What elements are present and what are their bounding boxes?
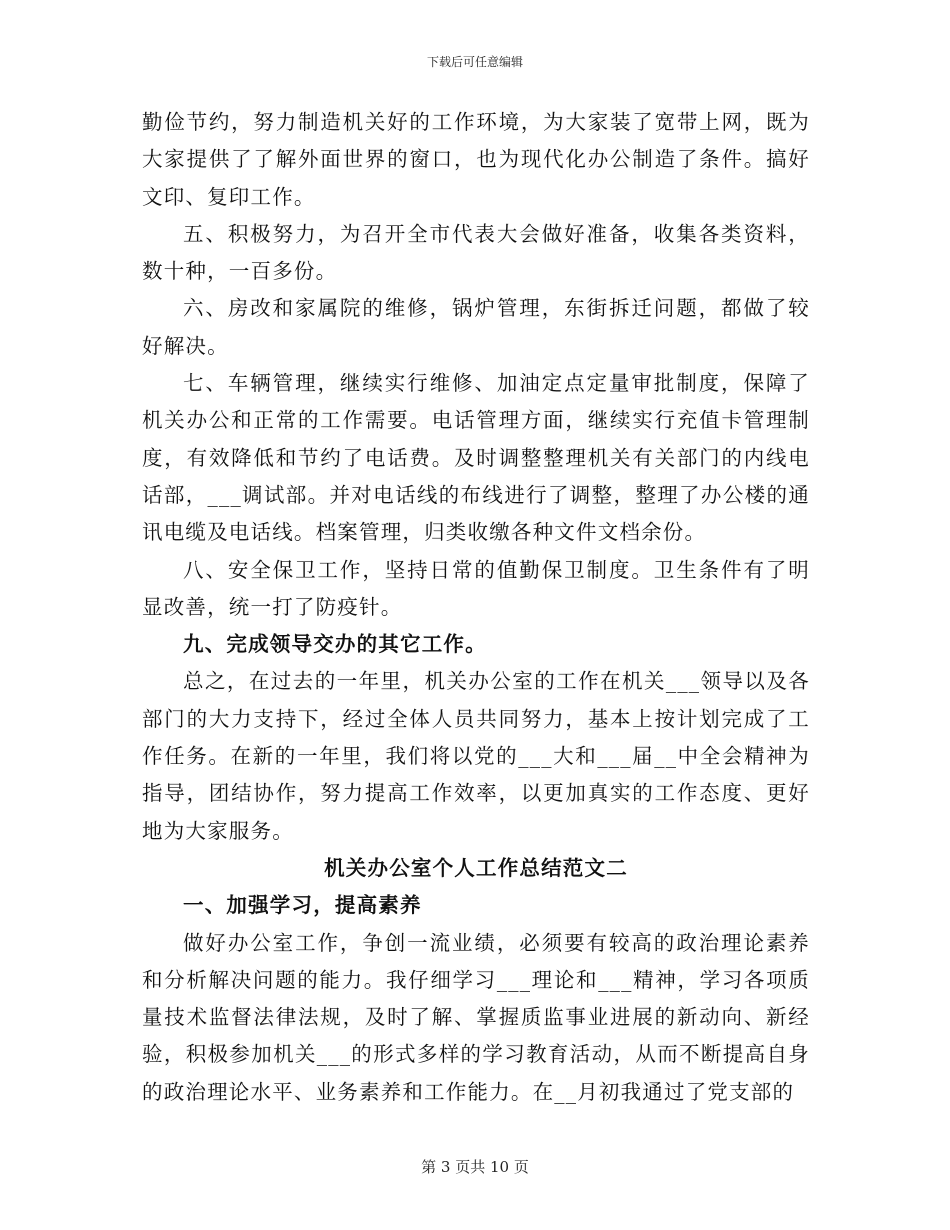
paragraph-study: 做好办公室工作，争创一流业绩，必须要有较高的政治理论素养和分析解决问题的能力。我仔细学习___理论和___精神，学习各项质量技术监督法律法规，及时了解、掌握质监事业进展的新动向、新经验，积极参加机关___的形式多样的学习教育活动，从而不断提高自身的政治理论水平、业务素养和工作能力。在__月初我通过了党支部的 xyxy=(142,930,810,1104)
paragraph-item-6: 六、房改和家属院的维修，锅炉管理，东街拆迁问题，都做了较好解决。 xyxy=(142,296,810,358)
page-number: 第 3 页共 10 页 xyxy=(421,1158,529,1176)
document-body xyxy=(142,104,810,1111)
paragraph-summary: 总之，在过去的一年里，机关办公室的工作在机关___领导以及各部门的大力支持下，经过全体人员共同努力，基本上按计划完成了工作任务。在新的一年里，我们将以党的___大和___届__中全会精神为指导，团结协作，努力提高工作效率，以更加真实的工作态度、更好地为大家服务。 xyxy=(142,669,810,843)
paragraph-item-5: 五、积极努力，为召开全市代表大会做好准备，收集各类资料，数十种，一百多份。 xyxy=(142,221,810,284)
paragraph-item-8: 八、安全保卫工作，坚持日常的值勤保卫制度。卫生条件有了明显改善，统一打了防疫针。 xyxy=(142,557,810,619)
section-title: 机关办公室个人工作总结范文二 xyxy=(324,855,628,880)
page-header-note: 下载后可任意编辑 xyxy=(426,55,523,69)
section-heading-1: 一、加强学习，提高素养 xyxy=(183,893,422,918)
paragraph-item-9: 九、完成领导交办的其它工作。 xyxy=(183,632,487,657)
paragraph-continuation: 勤俭节约，努力制造机关好的工作环境，为大家装了宽带上网，既为大家提供了了解外面世界的窗口，也为现代化办公制造了条件。搞好文印、复印工作。 xyxy=(142,110,810,209)
paragraph-item-7: 七、车辆管理，继续实行维修、加油定点定量审批制度，保障了机关办公和正常的工作需要。电话管理方面，继续实行充值卡管理制度，有效降低和节约了电话费。及时调整整理机关有关部门的内线电话部，___调试部。并对电话线的布线进行了调整，整理了办公楼的通讯电缆及电话线。档案管理，归类收缴各种文件文档余份。 xyxy=(142,371,810,545)
